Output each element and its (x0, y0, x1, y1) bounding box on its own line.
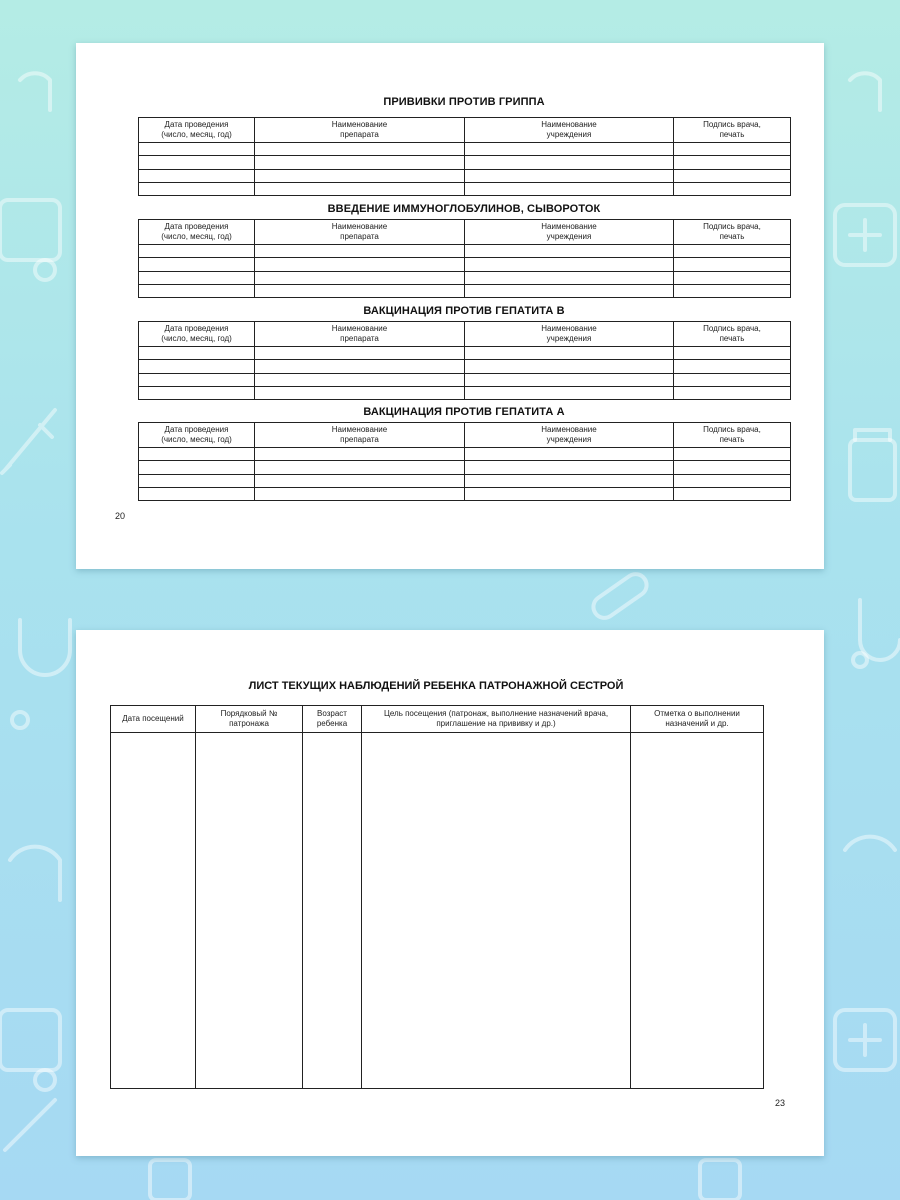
table-row[interactable] (139, 373, 791, 386)
hepatitis-b-table (138, 321, 791, 400)
column-header-signature: Подпись врача, печать (674, 322, 791, 347)
table-row[interactable] (111, 733, 764, 1089)
stethoscope-icon (853, 600, 900, 667)
pill-bottle-icon (850, 430, 895, 500)
observation-sheet-title: ЛИСТ ТЕКУЩИХ НАБЛЮДЕНИЙ РЕБЕНКА ПАТРОНАЖНОЙ СЕСТРОЙ (248, 680, 624, 692)
pill-bottle-icon (150, 1160, 740, 1200)
table-row[interactable] (139, 258, 791, 271)
visit-date-cell[interactable] (111, 733, 196, 1089)
column-header-child-age: Возраст ребенка (303, 706, 362, 733)
column-header-date: Дата проведения (число, месяц, год) (139, 322, 255, 347)
hepatitis-a-table (138, 422, 791, 501)
table-row[interactable] (139, 245, 791, 258)
document-page-vaccinations (76, 43, 824, 569)
medical-cross-icon (835, 1010, 895, 1070)
child-age-cell[interactable] (303, 733, 362, 1089)
syringe-icon (5, 1100, 55, 1150)
section-title-hepatitis-b: ВАКЦИНАЦИЯ ПРОТИВ ГЕПАТИТА В (363, 305, 565, 317)
table-header-row (139, 220, 791, 245)
column-header-institution: Наименование учреждения (465, 118, 674, 143)
table-row[interactable] (139, 284, 791, 297)
table-row[interactable] (139, 156, 791, 169)
page-number: 20 (115, 511, 126, 521)
medical-cross-icon (835, 205, 895, 265)
column-header-visit-number: Порядковый № патронажа (196, 706, 303, 733)
table-row[interactable] (139, 386, 791, 399)
immunoglobulin-table (138, 219, 791, 298)
column-header-institution: Наименование учреждения (465, 322, 674, 347)
column-header-drug: Наименование препарата (255, 423, 465, 448)
table-row[interactable] (139, 271, 791, 284)
column-header-signature: Подпись врача, печать (674, 118, 791, 143)
table-row[interactable] (139, 347, 791, 360)
table-header-row (111, 706, 764, 733)
section-title-immunoglobulins: ВВЕДЕНИЕ ИММУНОГЛОБУЛИНОВ, СЫВОРОТОК (327, 203, 601, 215)
ambulance-icon (0, 200, 60, 280)
column-header-visit-purpose: Цель посещения (патронаж, выполнение назначений врача, приглашение на прививку и др.) (362, 706, 631, 733)
visit-purpose-cell[interactable] (362, 733, 631, 1089)
column-header-completion-mark: Отметка о выполнении назначений и др. (631, 706, 764, 733)
column-header-date: Дата проведения (число, месяц, год) (139, 423, 255, 448)
column-header-date: Дата проведения (число, месяц, год) (139, 220, 255, 245)
column-header-drug: Наименование препарата (255, 322, 465, 347)
table-header-row (139, 423, 791, 448)
stethoscope-icon (12, 620, 70, 728)
column-header-visit-date: Дата посещений (111, 706, 196, 733)
ambulance-icon (0, 1010, 60, 1090)
column-header-drug: Наименование препарата (255, 118, 465, 143)
document-page-observations (76, 630, 824, 1156)
table-row[interactable] (139, 487, 791, 500)
table-row[interactable] (139, 448, 791, 461)
column-header-institution: Наименование учреждения (465, 220, 674, 245)
bandage-icon (589, 570, 651, 622)
column-header-institution: Наименование учреждения (465, 423, 674, 448)
table-row[interactable] (139, 474, 791, 487)
table-row[interactable] (139, 182, 791, 195)
column-header-signature: Подпись врача, печать (674, 220, 791, 245)
table-header-row (139, 118, 791, 143)
column-header-signature: Подпись врача, печать (674, 423, 791, 448)
section-title-hepatitis-a: ВАКЦИНАЦИЯ ПРОТИВ ГЕПАТИТА А (363, 406, 565, 418)
visit-number-cell[interactable] (196, 733, 303, 1089)
table-row[interactable] (139, 143, 791, 156)
page-number: 23 (775, 1098, 786, 1108)
flu-vaccination-table (138, 117, 791, 196)
column-header-date: Дата проведения (число, месяц, год) (139, 118, 255, 143)
observation-table (110, 705, 764, 1089)
table-row[interactable] (139, 169, 791, 182)
column-header-drug: Наименование препарата (255, 220, 465, 245)
table-header-row (139, 322, 791, 347)
completion-mark-cell[interactable] (631, 733, 764, 1089)
table-row[interactable] (139, 360, 791, 373)
syringe-icon (2, 410, 55, 473)
section-title-flu: ПРИВИВКИ ПРОТИВ ГРИППА (383, 96, 545, 108)
table-row[interactable] (139, 461, 791, 474)
